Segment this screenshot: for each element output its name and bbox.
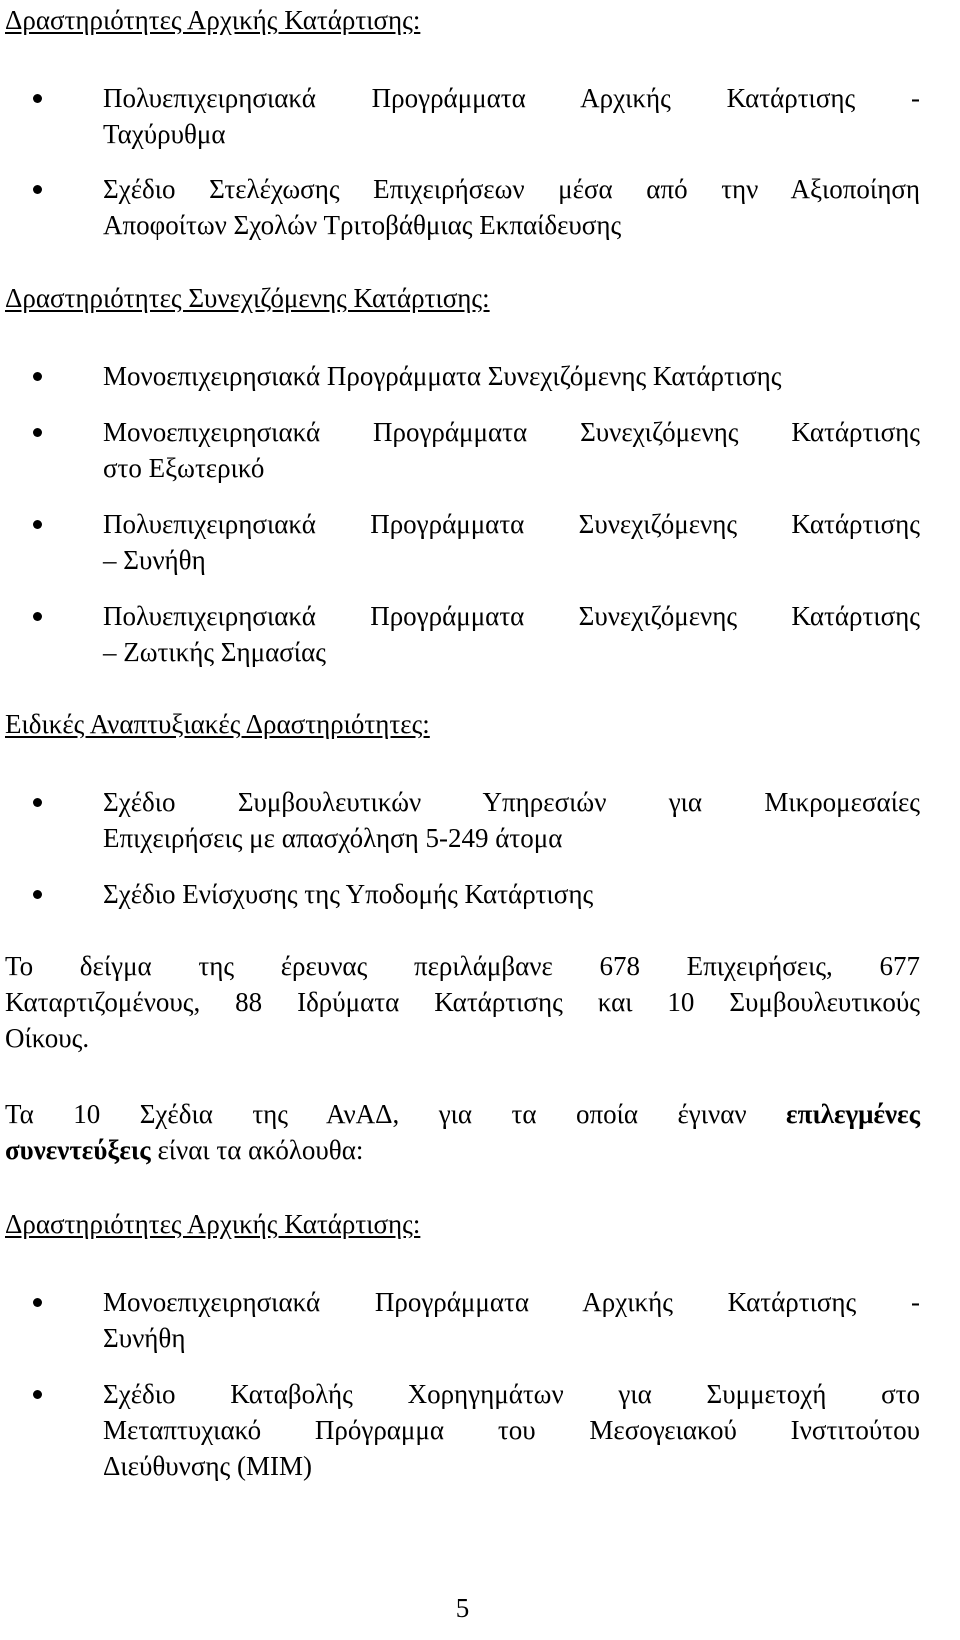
plans-bold-text: συνεντεύξεις [5, 1135, 151, 1165]
list-item-continuation: Επιχειρήσεις με απασχόληση 5-249 άτομα [103, 823, 563, 853]
plans-paragraph-line [5, 1096, 920, 1132]
list-item-continuation: Διεύθυνσης (ΜΙΜ) [103, 1451, 312, 1481]
bullet-icon [33, 185, 42, 194]
list-item: Μονοεπιχειρησιακά Προγράμματα Αρχικής Κατάρτισης - [103, 1287, 920, 1317]
list-item: Μονοεπιχειρησιακά Προγράμματα Συνεχιζόμενης Κατάρτισης [103, 361, 782, 391]
bullet-icon [33, 612, 42, 621]
bullet-icon [33, 798, 42, 807]
section-heading-continuing-training: Δραστηριότητες Συνεχιζόμενης Κατάρτισης: [5, 283, 490, 313]
list-item-continuation: στο Εξωτερικό [103, 453, 265, 483]
bullet-icon [33, 94, 42, 103]
list-item-continuation: – Ζωτικής Σημασίας [103, 637, 326, 667]
bullet-icon [33, 890, 42, 899]
list-item: Πολυεπιχειρησιακά Προγράμματα Αρχικής Κατάρτισης - [103, 83, 920, 113]
sample-paragraph-line: Το δείγμα της έρευνας περιλάμβανε 678 Επιχειρήσεις, 677 [5, 951, 920, 981]
plans-text: Τα 10 Σχέδια της ΑνΑΔ, για τα οποία έγιναν [5, 1099, 747, 1129]
list-item: Πολυεπιχειρησιακά Προγράμματα Συνεχιζόμενης Κατάρτισης [103, 601, 920, 631]
list-item-continuation: Ταχύρυθμα [103, 119, 226, 149]
section-heading-special-development: Ειδικές Αναπτυξιακές Δραστηριότητες: [5, 709, 430, 739]
bullet-icon [33, 1298, 42, 1307]
bullet-icon [33, 520, 42, 529]
plans-paragraph-line [5, 1132, 920, 1168]
list-item: Σχέδιο Στελέχωσης Επιχειρήσεων μέσα από την Αξιοποίηση [103, 174, 920, 204]
list-item-continuation: Αποφοίτων Σχολών Τριτοβάθμιας Εκπαίδευσης [103, 210, 622, 240]
bullet-icon [33, 1390, 42, 1399]
plans-bold-text: επιλεγμένες [786, 1099, 920, 1129]
list-item: Σχέδιο Συμβουλευτικών Υπηρεσιών για Μικρομεσαίες [103, 787, 920, 817]
plans-text: είναι τα ακόλουθα: [150, 1135, 364, 1165]
page-number: 5 [455, 1593, 470, 1623]
section-heading-initial-training-2: Δραστηριότητες Αρχικής Κατάρτισης: [5, 1209, 421, 1239]
section-heading-initial-training: Δραστηριότητες Αρχικής Κατάρτισης: [5, 5, 421, 35]
list-item: Σχέδιο Ενίσχυσης της Υποδομής Κατάρτισης [103, 879, 594, 909]
list-item: Σχέδιο Καταβολής Χορηγημάτων για Συμμετοχή στο [103, 1379, 920, 1409]
bullet-icon [33, 428, 42, 437]
list-item-continuation: – Συνήθη [103, 545, 206, 575]
sample-paragraph-line: Καταρτιζομένους, 88 Ιδρύματα Κατάρτισης και 10 Συμβουλευτικούς [5, 987, 920, 1017]
list-item-continuation: Συνήθη [103, 1323, 186, 1353]
list-item: Μονοεπιχειρησιακά Προγράμματα Συνεχιζόμενης Κατάρτισης [103, 417, 920, 447]
bullet-icon [33, 372, 42, 381]
sample-paragraph-line: Οίκους. [5, 1023, 90, 1053]
list-item: Πολυεπιχειρησιακά Προγράμματα Συνεχιζόμενης Κατάρτισης [103, 509, 920, 539]
list-item-continuation: Μεταπτυχιακό Πρόγραμμα του Μεσογειακού Ινστιτούτου [103, 1415, 920, 1445]
